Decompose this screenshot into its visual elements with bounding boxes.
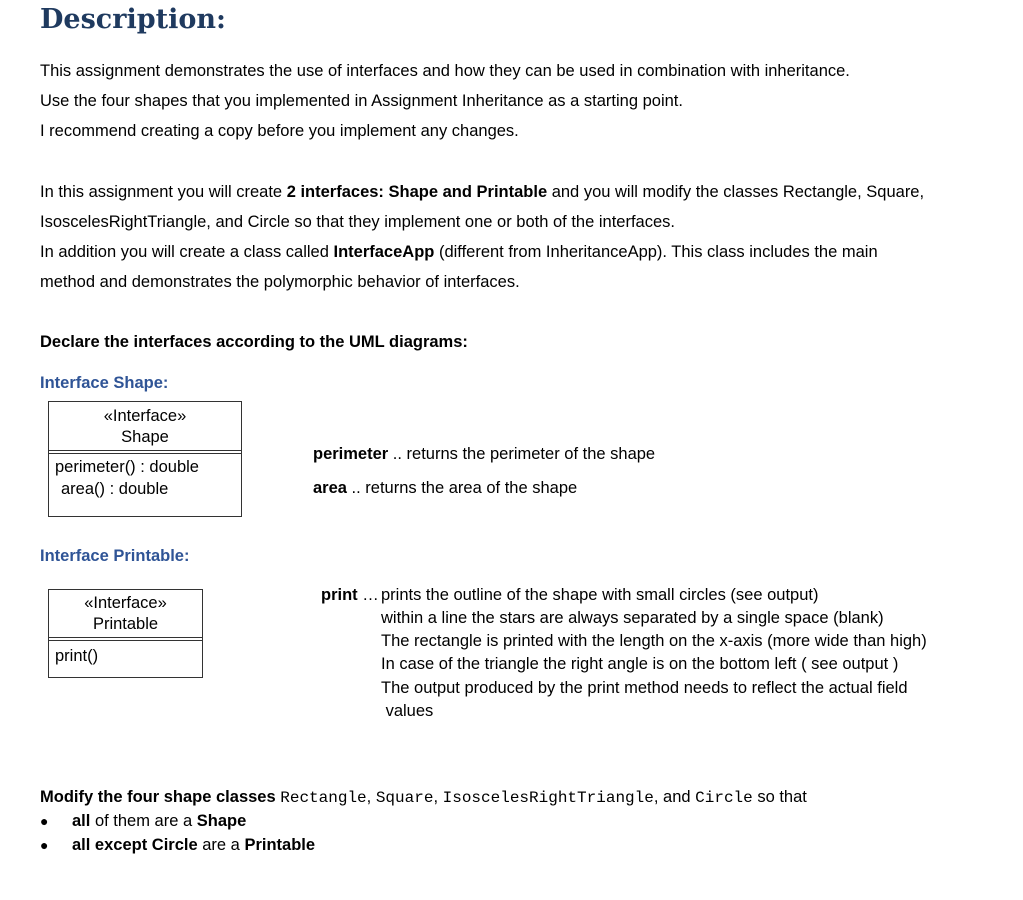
- print-description-term: print …: [321, 586, 379, 604]
- paragraph-2-line-3: In addition you will create a class called InterfaceApp (different from InheritanceApp). This class includes the main: [40, 243, 878, 261]
- shape-op-perimeter: perimeter() : double: [55, 458, 199, 476]
- area-description: area .. returns the area of the shape: [313, 479, 578, 497]
- modify-instruction: Modify the four shape classes Rectangle, Square, IsoscelesRightTriangle, and Circle so that: [40, 788, 807, 807]
- intro-line-1: This assignment demonstrates the use of interfaces and how they can be used in combination with inheritance.: [40, 62, 850, 80]
- print-desc-line-1: prints the outline of the shape with small circles (see output): [381, 586, 819, 604]
- shape-stereotype: «Interface»: [103, 407, 187, 425]
- printable-class-name: Printable: [92, 615, 159, 633]
- intro-line-3: I recommend creating a copy before you implement any changes.: [40, 122, 519, 140]
- shape-class-name: Shape: [121, 428, 169, 446]
- bullet-item-shape: ● all of them are a Shape: [40, 812, 247, 830]
- bullet-icon: ●: [40, 837, 49, 853]
- shape-interface-label: Interface Shape:: [40, 374, 169, 392]
- print-desc-line-3: The rectangle is printed with the length on the x-axis (more wide than high): [381, 632, 927, 650]
- printable-op-print: print(): [55, 647, 99, 665]
- printable-uml-box: [48, 589, 203, 678]
- perimeter-description: perimeter .. returns the perimeter of the shape: [313, 445, 656, 463]
- shape-op-area: area() : double: [61, 480, 169, 498]
- declare-heading: Declare the interfaces according to the UML diagrams:: [40, 333, 468, 351]
- print-desc-line-2: within a line the stars are always separated by a single space (blank): [381, 609, 884, 627]
- bullet-item-printable: ● all except Circle are a Printable: [40, 836, 316, 854]
- print-desc-line-6: values: [381, 702, 434, 720]
- printable-interface-label: Interface Printable:: [40, 547, 190, 565]
- print-desc-line-5: The output produced by the print method needs to reflect the actual field: [381, 679, 908, 697]
- bullet-icon: ●: [40, 813, 49, 829]
- page-title: Description:: [40, 4, 226, 35]
- paragraph-2-line-4: method and demonstrates the polymorphic behavior of interfaces.: [40, 273, 520, 291]
- shape-uml-box: [48, 401, 242, 517]
- print-desc-line-4: In case of the triangle the right angle is on the bottom left ( see output ): [381, 655, 899, 673]
- printable-stereotype: «Interface»: [84, 594, 167, 612]
- paragraph-2-line-2: IsoscelesRightTriangle, and Circle so that they implement one or both of the interfaces.: [40, 213, 675, 231]
- paragraph-2-line-1: In this assignment you will create 2 interfaces: Shape and Printable and you will modify the classes Rectangle, Square,: [40, 183, 925, 201]
- intro-line-2: Use the four shapes that you implemented in Assignment Inheritance as a starting point.: [40, 92, 683, 110]
